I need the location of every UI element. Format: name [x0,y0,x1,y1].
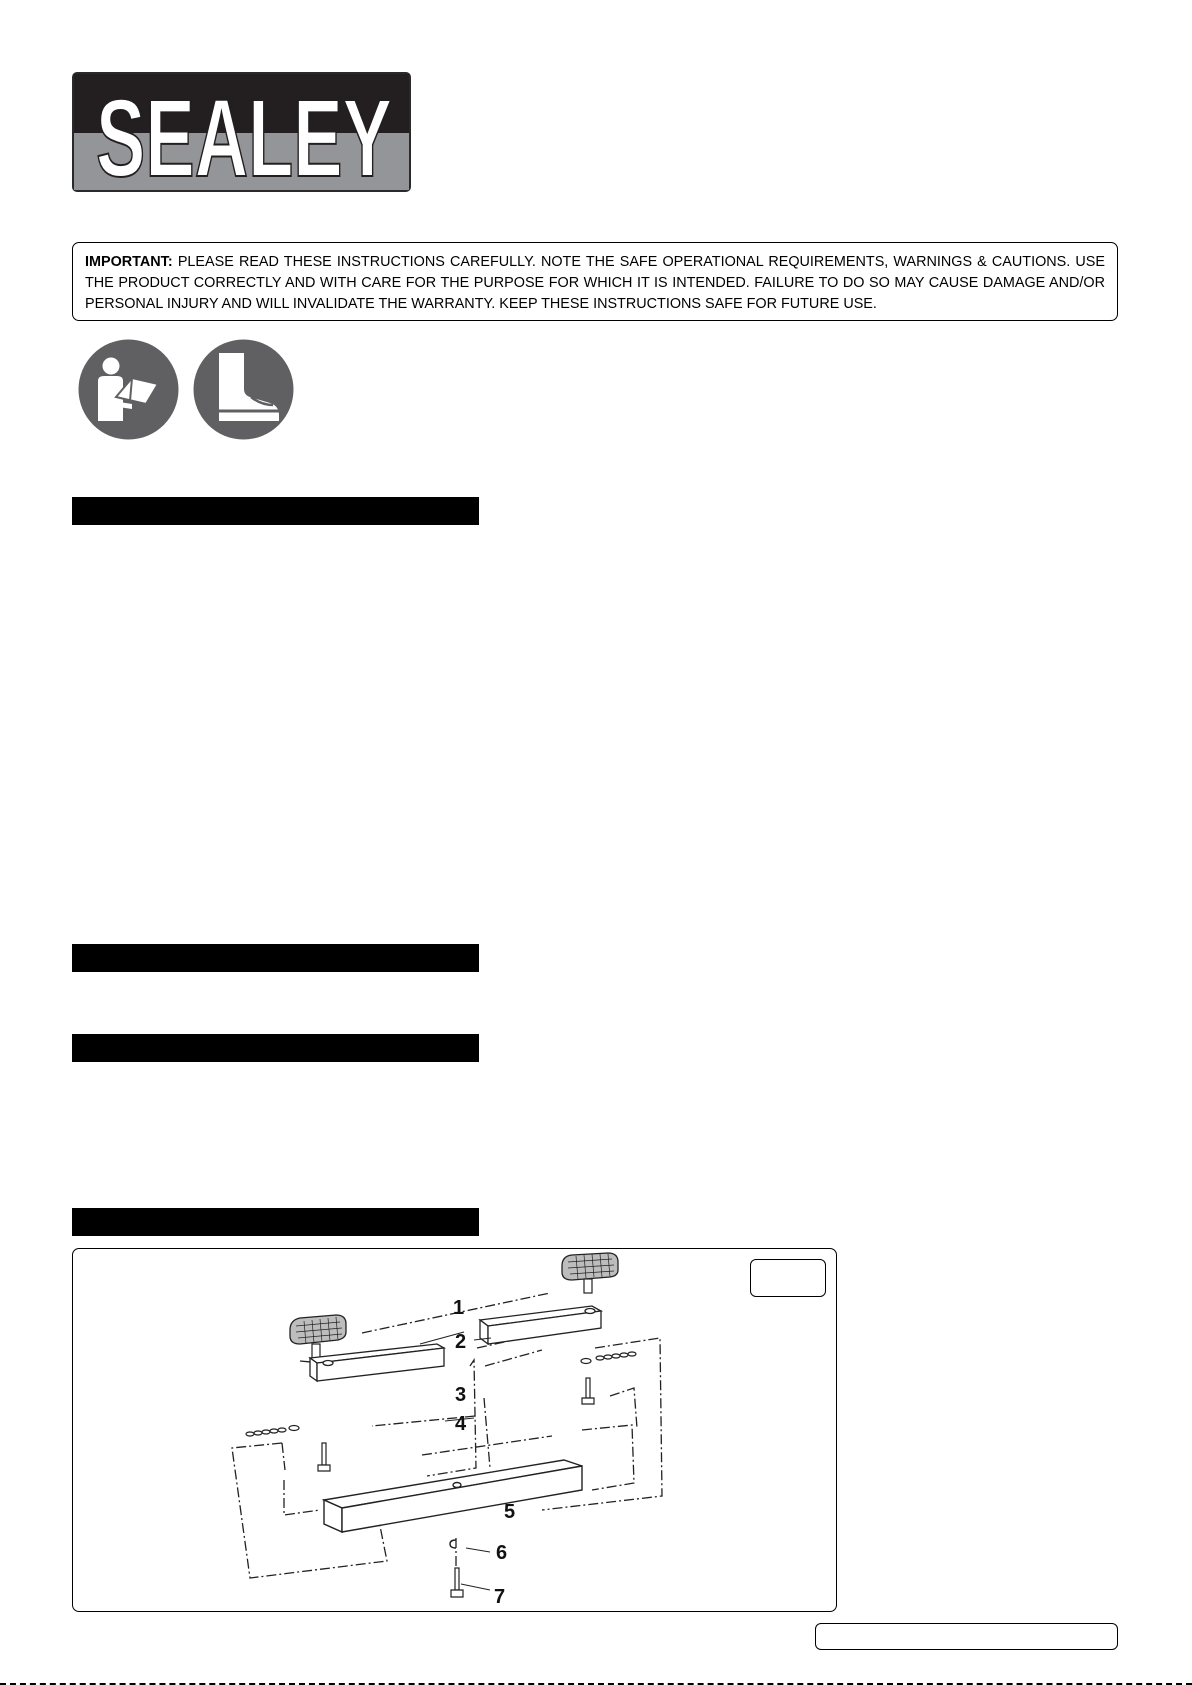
section-heading-bar-2 [72,944,479,972]
main-bar [324,1460,582,1532]
callout-6: 6 [496,1542,508,1564]
upper-bar-left [310,1344,444,1381]
footer-box [815,1623,1118,1650]
washer [450,1540,456,1548]
logo-text: SEALEY [96,77,392,200]
section-heading-bar-3 [72,1034,479,1062]
rubber-pad-right [562,1253,618,1293]
chain-left [246,1428,286,1436]
read-manual-icon [78,339,179,440]
callout-4: 4 [455,1413,467,1435]
bolt-bottom [451,1568,463,1597]
logo-wordmark [74,74,413,200]
parts-exploded-diagram [72,1248,837,1612]
bolt-left [318,1443,330,1471]
callout-2: 2 [455,1331,467,1353]
callout-7: 7 [494,1586,506,1608]
notice-text: PLEASE READ THESE INSTRUCTIONS CAREFULLY. NOTE THE SAFE OPERATIONAL REQUIREMENTS, WARNINGS & CAUTIONS. USE THE PRODUCT CORRECTLY AND WITH CARE FOR THE PURPOSE FOR WHICH IT IS INTENDED. FAILURE TO DO SO MAY CAUSE DAMAGE AND/OR PERSONAL INJURY AND WILL INVALIDATE THE WARRANTY. KEEP THESE INSTRUCTIONS SAFE FOR FUTURE USE. [85,254,1105,312]
section-heading-bar-4 [72,1208,479,1236]
callout-5: 5 [504,1501,516,1523]
safety-boots-icon [193,339,294,440]
important-notice [72,242,1118,321]
section-heading-bar-1 [72,497,479,525]
upper-bar-right [480,1306,601,1344]
rubber-pad-left [290,1315,346,1358]
notice-label: IMPORTANT: [85,254,173,270]
callout-3: 3 [455,1384,467,1406]
chain-right [596,1352,636,1360]
sealey-logo [72,72,411,200]
callout-1: 1 [453,1297,465,1319]
bolt-right [582,1378,594,1404]
